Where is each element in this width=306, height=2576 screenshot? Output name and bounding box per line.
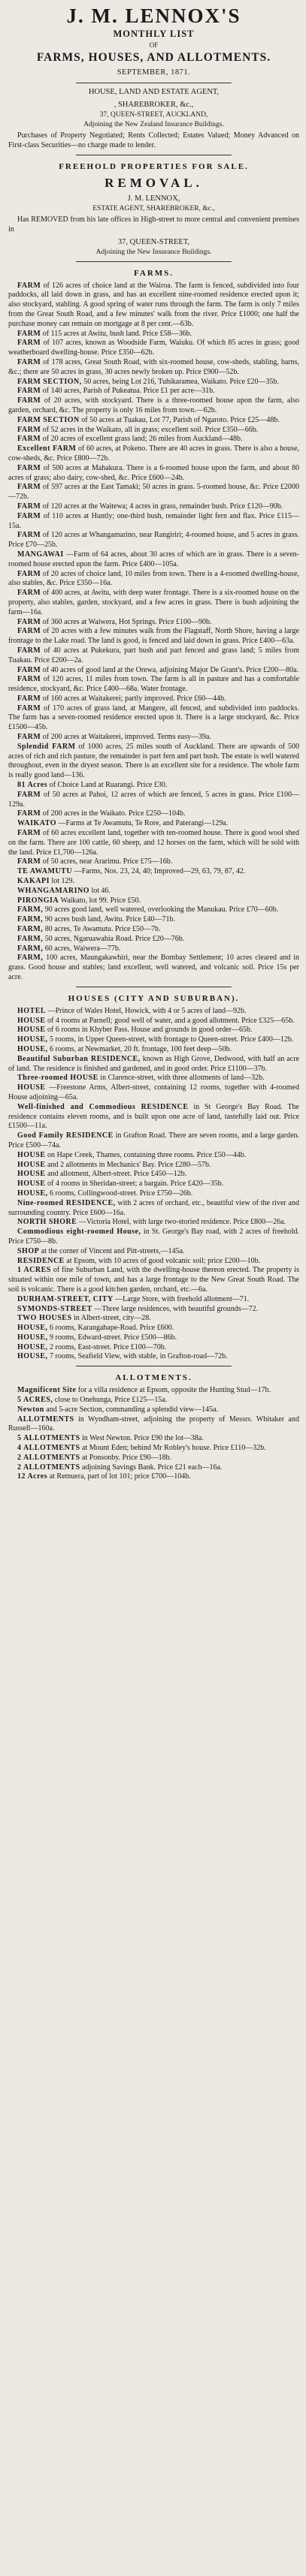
- item-text: of 115 acres at Awitu, bush land. Price £58—36b.: [42, 329, 192, 338]
- item-text: of 50 acres, near Ararimu. Price £75—16b.: [42, 857, 173, 866]
- item-text: —Farms, Nos. 23, 24, 40; Improved—29, 63, 79, 87, 42.: [74, 867, 246, 876]
- item-lead: FARM: [17, 435, 41, 444]
- list-item: [8, 550, 299, 570]
- item-lead: TE AWAMUTU: [17, 867, 73, 876]
- item-lead: FARM,: [17, 915, 44, 924]
- item-lead: ALLOTMENTS: [17, 1415, 74, 1424]
- item-lead: FARM: [17, 387, 41, 396]
- item-text: at Ponsonby. Price £90—18b.: [82, 1453, 172, 1462]
- list-item: [8, 1324, 299, 1333]
- freehold-heading: FREEHOLD PROPERTIES FOR SALE.: [59, 161, 249, 171]
- item-lead: FARM: [17, 281, 41, 290]
- item-lead: 5 ALLOTMENTS: [17, 1434, 80, 1443]
- item-lead: HOUSE,: [17, 1044, 48, 1053]
- list-item: [8, 1295, 299, 1305]
- list-item: [8, 925, 299, 935]
- item-lead: HOUSE: [17, 1083, 46, 1092]
- list-title: FARMS, HOUSES, AND ALLOTMENTS.: [36, 51, 271, 64]
- item-lead: SHOP: [17, 1246, 40, 1255]
- item-lead: FARM,: [17, 944, 44, 953]
- item-text: of 110 acres at Huntly; one-third bush, remainder light fern and flax. Price £115—15a.: [8, 511, 299, 530]
- list-item: [8, 444, 299, 464]
- item-text: of 120 acres at the Waitewa; 4 acres in grass, remainder bush. Price £120—90b.: [42, 502, 283, 511]
- list-item: [8, 857, 299, 867]
- list-item: [8, 1103, 299, 1131]
- item-lead: FARM: [17, 531, 41, 540]
- item-lead: WAIKATO: [17, 819, 57, 828]
- list-item: [8, 589, 299, 617]
- business-adjoining: Adjoining the New Zealand Insurance Buildings.: [83, 121, 224, 128]
- item-lead: FARM: [17, 339, 41, 348]
- list-item: [8, 282, 299, 330]
- item-lead: FARM: [17, 857, 41, 866]
- item-lead: FARM: [17, 627, 41, 636]
- list-item: [8, 694, 299, 704]
- item-lead: 12 Acres: [17, 1472, 48, 1481]
- item-text: 9 rooms, Edward-street. Price £500—86b.: [50, 1333, 177, 1342]
- list-item: [8, 1228, 299, 1247]
- item-text: with 2 acres of orchard, etc., beautiful view of the river and surrounding country. Price £600—16a.: [8, 1198, 299, 1217]
- item-lead: PIRONGIA: [17, 896, 59, 905]
- list-item: [8, 945, 299, 954]
- list-item: [8, 896, 299, 906]
- list-item: [8, 1151, 299, 1161]
- item-text: of 20 acres of choice land, 10 miles from town. There is a 4-roomed dwelling-house, also stables, &c. Price £350—16a.: [8, 569, 300, 588]
- list-item: [8, 1454, 299, 1463]
- item-lead: HOUSE: [17, 1150, 46, 1159]
- list-item: [8, 935, 299, 945]
- list-item: [8, 358, 299, 378]
- divider: [76, 261, 232, 262]
- item-text: of 107 acres, known as Woodside Farm, Waiuku. Of which 85 acres in grass; good weatherboard dwelling-house. Price £350—62b.: [8, 339, 300, 357]
- removal-notice: [8, 175, 299, 258]
- list-item: [8, 378, 299, 387]
- list-item: [8, 1007, 299, 1017]
- monthly-list-label: MONTHLY LIST: [113, 29, 195, 39]
- list-item: [8, 743, 299, 781]
- item-text: —Three large residences, with beautiful grounds—72.: [94, 1304, 259, 1313]
- item-text: of 500 acres at Mahakura. There is a 6-roomed house upon the farm, and about 80 acres of grass; also dairy, cow-shed, &c. Price £600—24b.: [8, 463, 299, 482]
- list-item: [8, 675, 299, 694]
- item-text: at Remuera, part of lot 101; price £700—104b.: [49, 1472, 191, 1481]
- list-item: [8, 1463, 299, 1473]
- item-lead: FARM,: [17, 954, 44, 963]
- list-item: [8, 1444, 299, 1454]
- item-text: in St George's Bay Road. The residence contains eleven rooms, and is built upon one acre of land, tastefully laid out. Price £1500—11a.: [8, 1102, 299, 1131]
- item-text: 60 acres, Waiwera—77b.: [44, 944, 121, 953]
- removal-name: J. M. LENNOX,: [127, 194, 180, 203]
- business-line-2: , SHAREBROKER, &c.,: [114, 101, 194, 109]
- item-lead: 1 ACRES: [17, 1266, 51, 1275]
- list-item: [8, 1035, 299, 1045]
- item-lead: FARM: [17, 425, 41, 434]
- list-item: [8, 502, 299, 512]
- item-text: —Large Store, with freehold allotment—71.: [115, 1294, 250, 1303]
- list-item: [8, 1045, 299, 1055]
- item-text: of 170 acres of grass land, at Mangere, all fenced, and subdivided into paddocks. The farm has a seven-roomed residence erected upon it. There is a large stockyard, &c. Price £1500—45b.: [8, 704, 300, 732]
- item-text: 6 rooms, Collingwood-street. Price £750—26b.: [50, 1189, 193, 1198]
- list-item: [8, 416, 299, 426]
- item-text: at Mount Eden; behind Mr Robley's house. Price £110—32b.: [82, 1444, 266, 1453]
- list-item: [8, 1189, 299, 1199]
- list-item: [8, 1396, 299, 1406]
- item-lead: FARM: [17, 675, 41, 684]
- list-item: [8, 570, 299, 589]
- item-text: of fine Suburban Land, with the dwelling-house thereon erected. The property is situated within one mile of town, and has a large frontage to the New Great South Road. The soil is volcanic. There is a good kitchen garden, orchard, etc.—6a.: [8, 1266, 299, 1294]
- item-lead: Well-finished and Commodious RESIDENCE: [17, 1102, 189, 1111]
- item-lead: HOUSE,: [17, 1035, 48, 1044]
- item-lead: FARM: [17, 511, 41, 520]
- item-lead: FARM: [17, 358, 41, 366]
- list-item: [8, 1170, 299, 1180]
- list-item: [8, 1415, 299, 1435]
- item-lead: TWO HOUSES: [17, 1314, 72, 1323]
- list-item: [8, 1305, 299, 1315]
- item-lead: 81 Acres: [17, 781, 48, 790]
- item-lead: FARM,: [17, 925, 44, 934]
- item-text: 80 acres, Te Awamutu. Price £50—7b.: [44, 925, 161, 934]
- list-item: [8, 1352, 299, 1362]
- item-text: 2 rooms, East-street. Price £100—70b.: [50, 1342, 167, 1351]
- list-item: [8, 1161, 299, 1170]
- list-item: [8, 1017, 299, 1026]
- item-lead: HOUSE,: [17, 1333, 48, 1342]
- item-lead: HOUSE,: [17, 1342, 48, 1351]
- item-text: lot 46.: [91, 886, 111, 895]
- list-item: [8, 1083, 299, 1103]
- item-text: of 160 acres at Waitakerei; partly improved. Price £60—44b.: [42, 694, 226, 703]
- item-lead: 5 ACRES,: [17, 1396, 53, 1405]
- item-text: of 140 acres, Parish of Pukeatua. Price £1 per acre—31b.: [42, 387, 215, 396]
- item-text: of 60 acres, at Pokeno. There are 40 acres in grass. There is also a house, cow-sheds, &c. Price £800—72b.: [8, 444, 300, 462]
- list-item: [8, 1314, 299, 1324]
- list-item: [8, 531, 299, 550]
- item-lead: Good Family RESIDENCE: [17, 1131, 114, 1140]
- item-text: 6 rooms, at Newmarket, 20 ft. frontage, 100 feet deep—50b.: [50, 1044, 232, 1053]
- list-item: [8, 618, 299, 628]
- item-text: of 1000 acres, 25 miles south of Auckland. There are upwards of 500 acres of rich and rich pasture, the remainder is part fern and part bush. The estate is well watered throughout, even in the dryest season. There is an excellent site for a residence. The whole farm is really good land—136.: [8, 742, 299, 780]
- list-item: [8, 512, 299, 532]
- item-text: in Grafton Road. There are seven rooms, and a large garden. Price £500—74a.: [8, 1131, 300, 1149]
- item-lead: HOUSE,: [17, 1324, 48, 1333]
- list-item: [8, 704, 299, 733]
- item-text: 90 acres good land, well watered, overlooking the Manukau. Price £70—60b.: [44, 905, 279, 914]
- item-text: of 40 acres at Pukekura, part bush and part fenced and grass land; 5 miles from Tuakau. Price £200—2a.: [8, 646, 299, 664]
- list-item: [8, 435, 299, 444]
- item-lead: FARM SECTION: [17, 415, 80, 424]
- removal-text: Has REMOVED from his late offices in High-street to more central and convenient premises in: [8, 215, 299, 233]
- item-lead: 2 ALLOTMENTS: [17, 1453, 80, 1462]
- list-item: [8, 646, 299, 666]
- item-lead: HOUSE,: [17, 1189, 48, 1198]
- item-text: and 2 allotments in Mechanics' Bay. Price £280—57b.: [47, 1160, 211, 1169]
- list-item: [8, 330, 299, 339]
- business-line-1: HOUSE, LAND AND ESTATE AGENT,: [88, 88, 220, 96]
- item-text: of 200 acres at Waitakerei, improved. Terms easy—39a.: [42, 733, 211, 742]
- issue-date: SEPTEMBER, 1871.: [117, 68, 191, 77]
- list-item: [8, 781, 299, 791]
- item-text: of 400 acres, at Awitu, with deep water frontage. There is a six-roomed house on the property, also stables, garden, stockyard, and a few acres in grass. There is bush adjoining the farm—16a.: [8, 589, 299, 616]
- list-item: [8, 1266, 299, 1294]
- item-text: of 597 acres at the East Tamaki; 50 acres in grass. 5-roomed house, &c. Price £2000—72b.: [8, 483, 300, 502]
- item-text: of 20 acres with a few minutes walk from the Flagstaff, North Shore, having a large frontage to the Lake road. The land is good, is fenced and laid down in grass. Price £400—63a.: [8, 627, 299, 646]
- list-item: [8, 396, 299, 416]
- item-text: —Farm of 64 acres, about 30 acres of which are in grass. There is a seven-roomed house erected upon the farm. Price £400—105a.: [8, 550, 299, 568]
- item-text: 100 acres, Maungakawhiri, near the Bombay Settlement; 10 acres cleared and in grass. Good house and stables; land excellent, well watered, and volcanic soil. Price 15s per acre.: [8, 954, 300, 981]
- item-lead: DURHAM-STREET, CITY: [17, 1294, 114, 1303]
- item-lead: RESIDENCE: [17, 1256, 65, 1265]
- item-text: of 360 acres at Waiwera, Hot Springs. Price £100—90b.: [42, 617, 212, 626]
- item-text: in Albert-street, city—28.: [74, 1314, 151, 1323]
- item-lead: FARM: [17, 694, 41, 703]
- item-text: of 52 acres in the Waikato, all in grass; excellent soil. Price £350—66b.: [42, 425, 259, 434]
- item-text: adjoining Savings Bank. Price £21 each—16a.: [82, 1463, 223, 1472]
- list-item: [8, 809, 299, 819]
- item-text: of 60 acres excellent land, together with ten-roomed house. There is good wool shed on the farm. There are 100 cattle, 60 sheep, and 12 horses on the farm, which will be sold with the land. Price £1,700—126a.: [8, 829, 299, 857]
- item-lead: HOUSE,: [17, 1352, 48, 1361]
- list-item: [8, 1434, 299, 1444]
- list-item: [8, 867, 299, 877]
- list-item: [8, 1257, 299, 1267]
- list-item: [8, 1074, 299, 1083]
- farms-list: [8, 282, 299, 983]
- item-lead: FARM: [17, 809, 41, 818]
- item-text: for a villa residence at Epsom, opposite the Hunting Stud—17b.: [77, 1386, 271, 1395]
- list-item: [8, 666, 299, 676]
- item-text: 50 acres, Ngaruawahia Road. Price £20—76b.: [44, 934, 185, 943]
- removal-address: 37, QUEEN-STREET,: [117, 237, 190, 246]
- item-lead: HOUSE: [17, 1180, 46, 1189]
- masthead: [8, 5, 299, 130]
- item-text: known as High Grove, Dedwood, with half an acre of land. The residence is finished and gardened, and in good order. Price £1100—37b.: [8, 1054, 300, 1073]
- list-item: [8, 829, 299, 857]
- allotments-heading: ALLOTMENTS.: [115, 1373, 192, 1383]
- item-text: in St. George's Bay road, with 2 acres of freehold. Price £750—8b.: [8, 1228, 299, 1246]
- item-text: —Farms at Te Awamutu, Te Rore, and Paterangi—129a.: [58, 819, 229, 828]
- list-item: [8, 387, 299, 396]
- item-text: in Clarence-street, with three allotments of land—32b.: [100, 1074, 265, 1083]
- item-lead: FARM: [17, 733, 41, 742]
- removal-adjoining: Adjoining the New Insurance Buildings.: [95, 248, 212, 256]
- item-lead: FARM: [17, 704, 41, 713]
- item-lead: 2 ALLOTMENTS: [17, 1463, 80, 1472]
- list-item: [8, 954, 299, 982]
- item-text: of 178 acres, Great South Road, with six-roomed house, cow-sheds, stabling, barns, &c.; there are 50 acres in grass, 30 acres newly broken up. Price £900—52b.: [8, 358, 300, 376]
- list-item: [8, 1333, 299, 1343]
- item-lead: HOUSE: [17, 1016, 46, 1025]
- item-lead: FARM,: [17, 934, 44, 943]
- item-lead: Splendid FARM: [17, 742, 76, 751]
- list-item: [8, 1180, 299, 1189]
- item-text: and 5-acre Section, commanding a splendid view—145a.: [46, 1405, 219, 1414]
- list-item: [8, 1199, 299, 1219]
- item-lead: HOUSE: [17, 1160, 46, 1169]
- masthead-title: J. M. LENNOX'S: [66, 5, 241, 27]
- item-lead: FARM: [17, 329, 41, 338]
- item-text: —Victoria Hotel, with large two-storied residence. Price £800—26a.: [78, 1218, 286, 1227]
- list-item: [8, 464, 299, 484]
- item-text: of 4 rooms at Parnell; good well of water, and a good allotment. Price £325—65b.: [47, 1016, 295, 1025]
- item-lead: KAKAPI: [17, 877, 50, 886]
- list-item: [8, 1131, 299, 1151]
- list-item: [8, 1406, 299, 1415]
- item-text: lot 129.: [51, 877, 75, 886]
- item-text: at the corner of Vincent and Pitt-streets,—145a.: [41, 1246, 185, 1255]
- list-item: [8, 1386, 299, 1396]
- item-lead: FARM: [17, 646, 41, 655]
- item-text: in West Newton. Price £90 the lot—38a.: [82, 1434, 204, 1443]
- list-item: [8, 733, 299, 743]
- list-item: [8, 339, 299, 358]
- farms-heading: FARMS.: [133, 268, 174, 278]
- item-lead: FARM: [17, 617, 41, 626]
- item-text: on Hape Creek, Thames, containing three rooms. Price £50—44b.: [47, 1150, 247, 1159]
- item-lead: FARM: [17, 829, 41, 838]
- item-text: of 120 acres at Whangamarino, near Rangiriri; 4-roomed house, and 5 acres in grass. Price £70—25b.: [8, 531, 299, 550]
- item-text: of 20 acres, with stockyard. There is a three-roomed house upon the farm, also garden, orchard, &c. The property is only 16 miles from town.—62b.: [8, 396, 299, 414]
- item-lead: FARM: [17, 463, 41, 472]
- item-text: of 120 acres, 11 miles from town. The farm is all in pasture and has a comfortable residence, stockyard, &c. Price £400—68a. Water frontage.: [8, 675, 300, 694]
- item-lead: FARM: [17, 502, 41, 511]
- removal-title: REMOVAL.: [105, 175, 203, 190]
- list-item: [8, 887, 299, 896]
- list-item: [8, 426, 299, 435]
- item-lead: Excellent FARM: [17, 444, 77, 453]
- list-item: [8, 791, 299, 810]
- list-item: [8, 819, 299, 829]
- item-lead: FARM: [17, 483, 41, 492]
- item-lead: Commodious eight-roomed House,: [17, 1228, 141, 1237]
- item-text: 50 acres, being Lot 216, Tuhikaramea, Waikato. Price £20—35b.: [83, 377, 280, 386]
- item-text: of 40 acres of good land at the Orewa, adjoining Major De Grant's. Price £200—80a.: [42, 665, 299, 674]
- of-label: OF: [149, 41, 159, 49]
- item-text: of 50 acres at Tuakau, Lot 77, Parish of Ngaroto. Price £25—48b.: [81, 415, 280, 424]
- item-lead: HOTEL: [17, 1006, 47, 1015]
- item-text: —Freestone Arms, Albert-street, containing 12 rooms, together with 4-roomed House adjoining—65a.: [8, 1083, 299, 1101]
- list-item: [8, 1218, 299, 1228]
- houses-list: [8, 1007, 299, 1362]
- item-text: 7 rooms, Seafield View, with stable, in Grafton-road—72b.: [50, 1352, 228, 1361]
- item-text: of 200 acres in the Waikato. Price £250—104b.: [42, 809, 186, 818]
- item-lead: FARM,: [17, 905, 44, 914]
- list-item: [8, 1343, 299, 1353]
- removal-role: ESTATE AGENT, SHAREBROKER, &c.,: [92, 204, 215, 212]
- item-text: close to Onehunga, Price £125—15a.: [54, 1396, 168, 1405]
- houses-heading: HOUSES (CITY AND SUBURBAN).: [68, 993, 240, 1003]
- item-lead: Nine-roomed RESIDENCE,: [17, 1198, 116, 1207]
- list-item: [8, 483, 299, 502]
- item-lead: NORTH SHORE: [17, 1218, 77, 1227]
- item-lead: MANGAWAI: [17, 550, 64, 559]
- item-text: 5 rooms, in Upper Queen-street, with frontage to Queen-street. Price £400—12b.: [50, 1035, 294, 1044]
- item-text: 6 rooms, Karangahape-Road. Price £600.: [50, 1324, 174, 1333]
- item-text: of 20 acres of excellent grass land; 26 miles from Auckland—48b.: [42, 435, 243, 444]
- item-lead: FARM SECTION,: [17, 377, 82, 386]
- item-lead: FARM: [17, 589, 41, 598]
- item-lead: Beautiful Suburban RESIDENCE,: [17, 1054, 141, 1063]
- item-text: at Epsom, with 10 acres of good volcanic soil; price £200—10b.: [66, 1256, 261, 1265]
- item-text: of Choice Land at Ruarangi. Price £30.: [49, 781, 168, 790]
- item-lead: FARM: [17, 569, 41, 578]
- item-text: in Wyndham-street, adjoining the property of Messrs. Whitaker and Russell—160a.: [8, 1415, 299, 1433]
- intro-paragraph: Purchases of Property Negotiated; Rents Collected; Estates Valued; Money Advanced on First-class Securities—no charge made to lender.: [8, 131, 299, 149]
- list-item: [8, 905, 299, 915]
- item-lead: Magnificent Site: [17, 1386, 77, 1395]
- item-lead: HOUSE: [17, 1170, 46, 1179]
- item-lead: HOUSE: [17, 1026, 46, 1035]
- list-item: [8, 1055, 299, 1074]
- item-lead: SYMONDS-STREET: [17, 1304, 92, 1313]
- business-address: 37, QUEEN-STREET, AUCKLAND,: [99, 111, 208, 119]
- item-lead: Newton: [17, 1405, 44, 1414]
- item-text: of 50 acres at Pahoi, 12 acres of which are fenced, 5 acres in grass. Price £100—129a.: [8, 790, 299, 809]
- item-text: and allotment, Albert-street. Price £450—12b.: [47, 1170, 187, 1179]
- item-lead: FARM: [17, 665, 41, 674]
- item-lead: FARM: [17, 790, 41, 799]
- item-lead: WHANGAMARINO: [17, 886, 89, 895]
- list-item: [8, 877, 299, 887]
- list-item: [8, 915, 299, 925]
- item-lead: Three-roomed HOUSE: [17, 1074, 98, 1083]
- item-text: of 126 acres of choice land at the Wairoa. The farm is fenced, subdivided into four paddocks, all laid down in grass, and has an excellent nine-roomed residence erected upon it; also stockyard, stabling. A good spring of water runs through the farm. The farm is only 7 miles from the Great South Road, and a few minutes' walk from the river. Price £1000; one half the purchase money can remain on mortgage at 8 per cent.—63b.: [8, 281, 300, 328]
- item-text: of 4 rooms in Sheridan-street; a bargain. Price £420—35b.: [47, 1180, 224, 1189]
- list-item: [8, 1026, 299, 1035]
- item-text: of 6 rooms in Khyber Pass. House and grounds in good order—65b.: [47, 1026, 253, 1035]
- item-lead: FARM: [17, 396, 41, 405]
- allotments-list: [8, 1386, 299, 1482]
- item-text: 90 acres bush land, Awitu. Price £40—71b.: [44, 915, 175, 924]
- item-text: —Prince of Wales Hotel, Howick, with 4 or 5 acres of land—92b.: [47, 1006, 247, 1015]
- list-item: [8, 1247, 299, 1257]
- list-item: [8, 627, 299, 646]
- item-text: Waikato, lot 99. Price £50.: [60, 896, 141, 905]
- item-lead: 4 ALLOTMENTS: [17, 1444, 80, 1453]
- list-item: [8, 1472, 299, 1482]
